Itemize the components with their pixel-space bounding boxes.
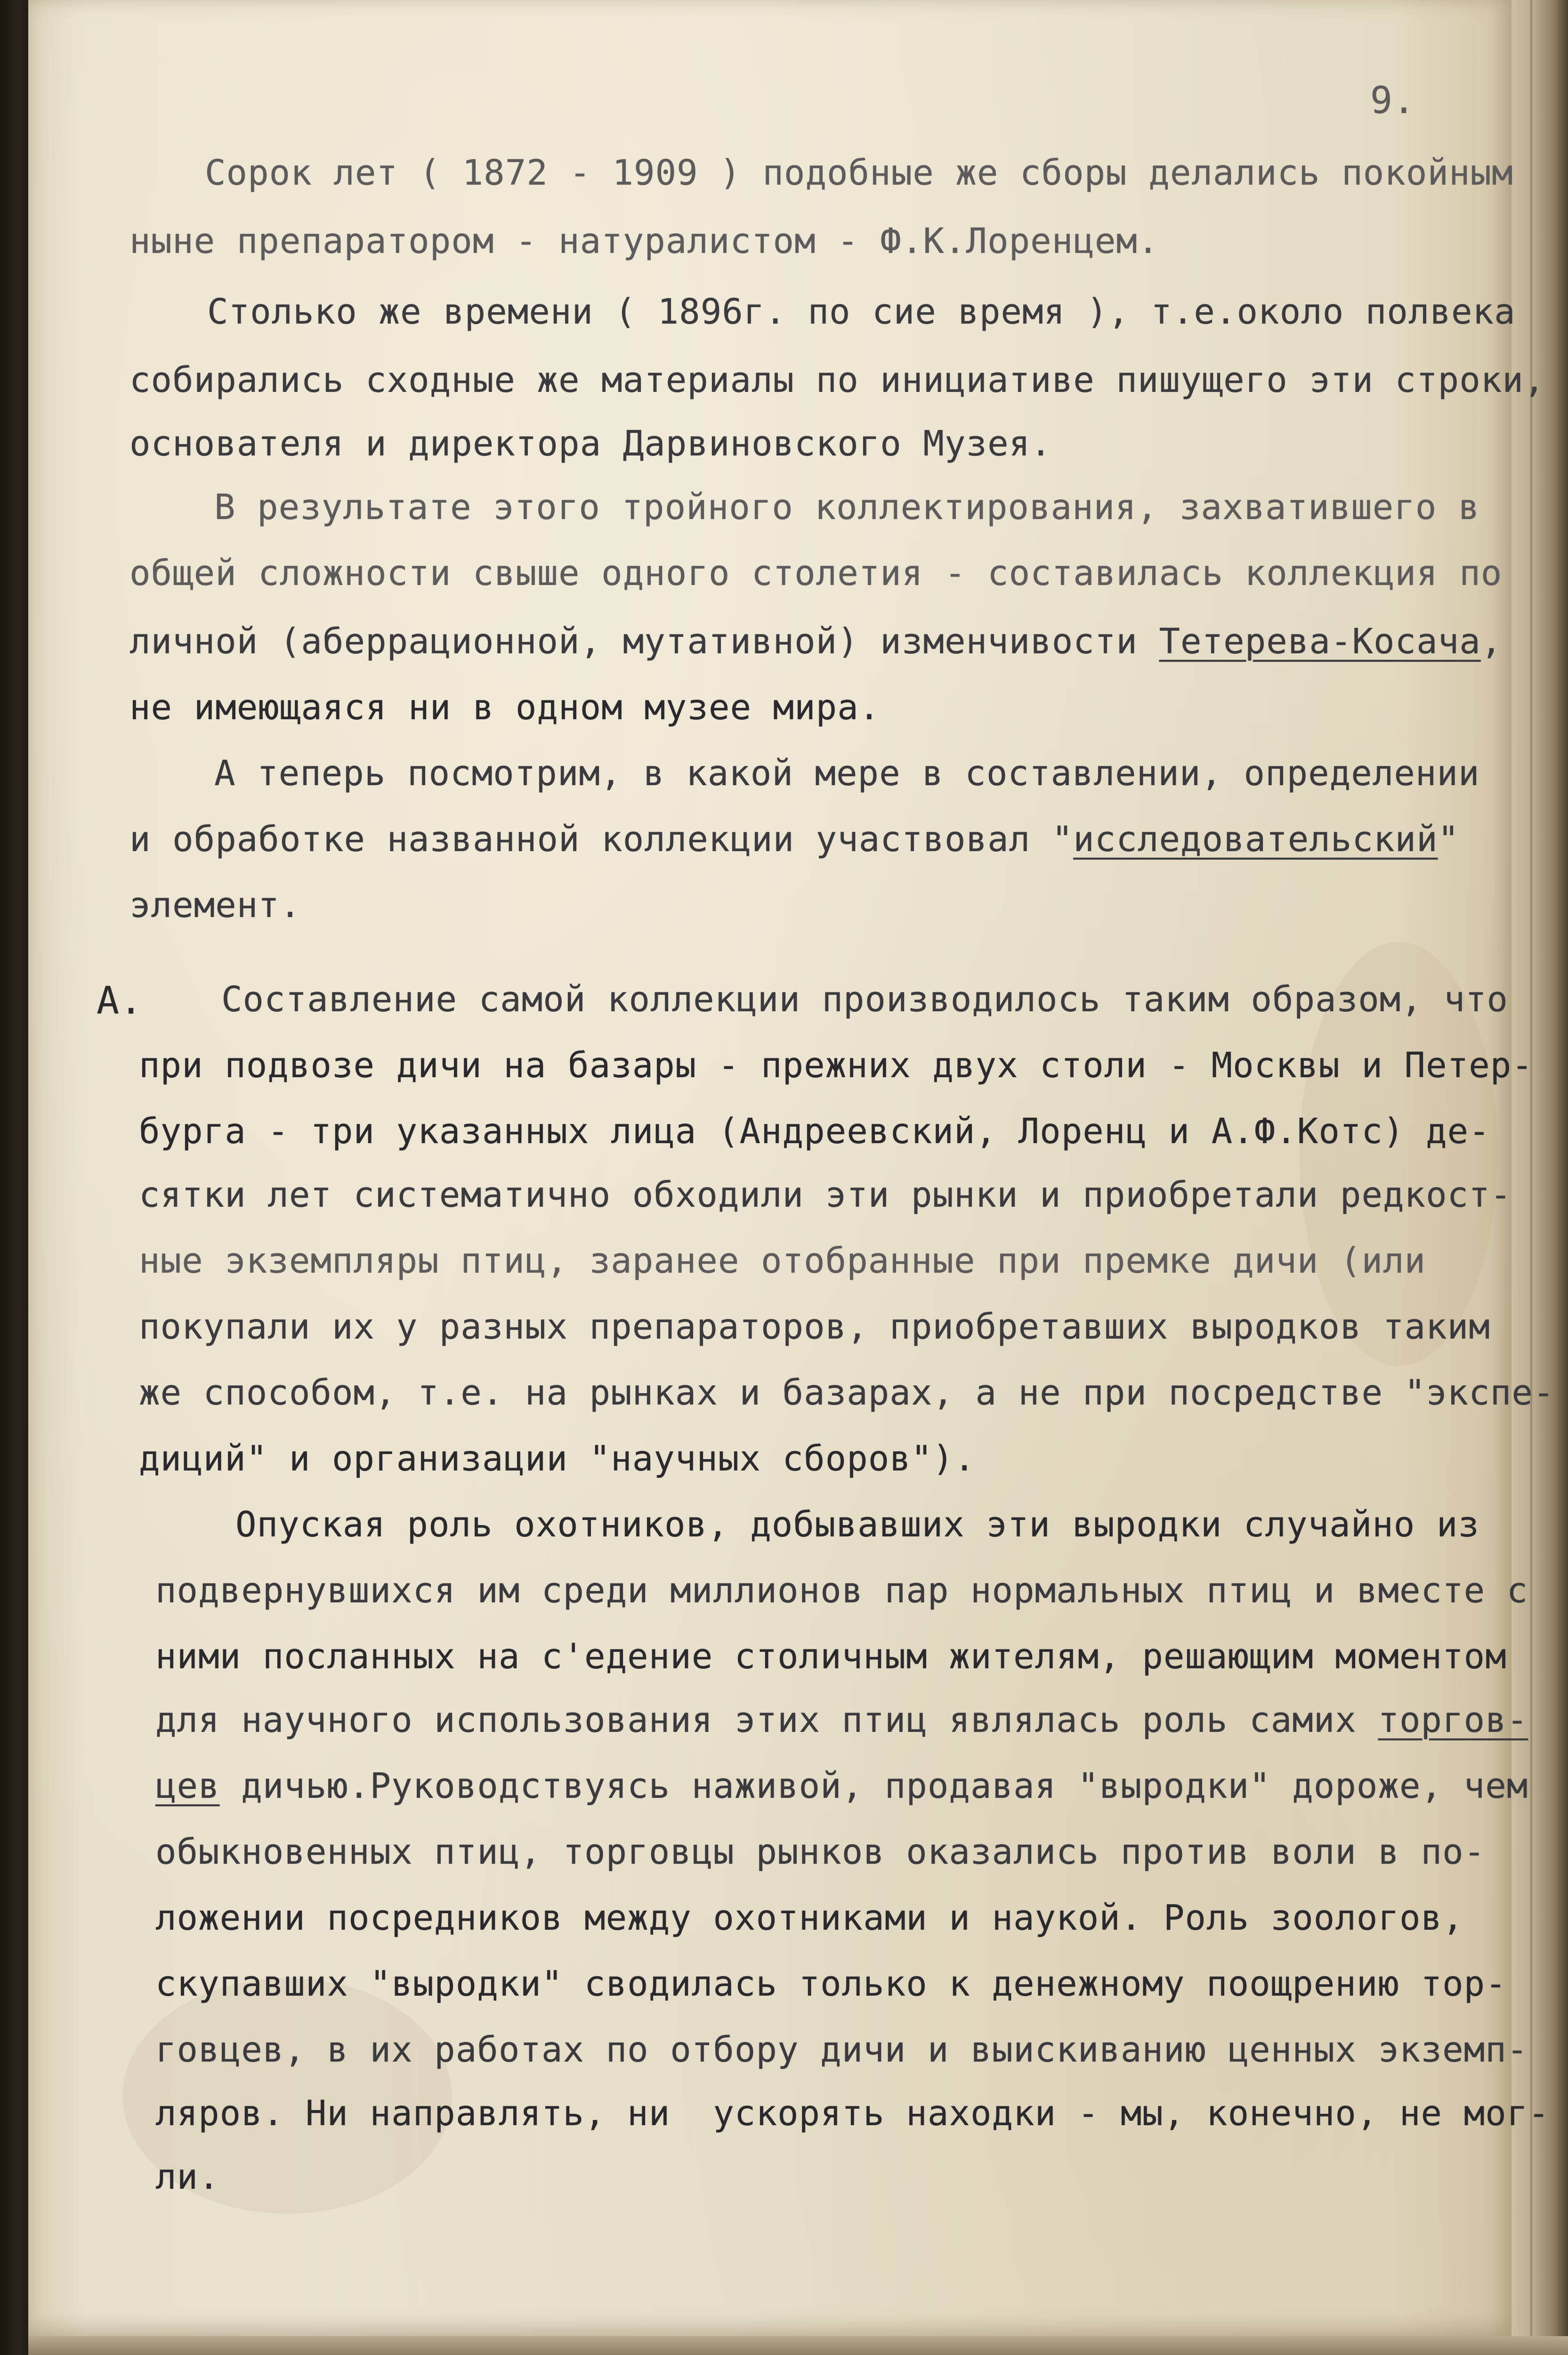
text-line-25 [155, 1766, 1528, 1806]
text-line-1: Сорок лет ( 1872 - 1909 ) подобные же сборы делались покойным [205, 153, 1513, 193]
underlined-term: торгов- [1378, 1700, 1528, 1740]
text-line-4: собирались сходные же материалы по инициативе пишущего эти строки, [129, 360, 1545, 400]
text-line-14: при подвозе дичи на базары - прежних двух столи - Москвы и Петер- [139, 1045, 1533, 1086]
text-line-9: не имеющаяся ни в одном музее мира. [129, 687, 881, 728]
text-line-8-end: , [1480, 621, 1503, 662]
text-line-11 [129, 819, 1460, 860]
text-line-13: Составление самой коллекции производилось таким образом, что [221, 979, 1509, 1020]
text-line-10: А теперь посмотрим, в какой мере в составлении, определении [214, 753, 1480, 794]
page-number: 9. [1370, 80, 1415, 122]
text-line-26: обыкновенных птиц, торговцы рынков оказались против воли в по- [155, 1832, 1486, 1872]
text-line-6: В результате этого тройного коллектирования, захватившего в [214, 487, 1480, 528]
text-line-18: покупали их у разных препараторов, приобретавших выродков таким [139, 1307, 1490, 1347]
text-line-2: ныне препаратором - натуралистом - Ф.К.Лоренцем. [129, 221, 1159, 261]
text-line-25-end: дичью.Руководствуясь наживой, продавая "выродки" дороже, чем [219, 1766, 1528, 1806]
underlined-term: Тетерева-Косача [1159, 621, 1481, 662]
text-line-30: ляров. Ни направлять, ни ускорять находки - мы, конечно, не мог- [155, 2093, 1550, 2134]
text-line-7: общей сложности свыше одного столетия - составилась коллекция по [129, 553, 1503, 593]
text-line-31: ли. [155, 2157, 220, 2197]
text-line-19: же способом, т.е. на рынках и базарах, а не при посредстве "экспе- [139, 1372, 1555, 1413]
text-line-8 [129, 621, 1503, 662]
underlined-term: цев [155, 1766, 220, 1806]
text-line-22: подвернувшихся им среди миллионов пар нормальных птиц и вместе с [155, 1570, 1528, 1611]
text-line-11-end: " [1438, 819, 1460, 860]
text-line-16: сятки лет систематично обходили эти рынки и приобретали редкост- [139, 1175, 1512, 1215]
text-line-12: элемент. [129, 885, 301, 926]
underlined-term: исследовательский [1073, 819, 1438, 860]
text-line-8-start: личной (аберрационной, мутативной) изменчивости [129, 621, 1159, 662]
text-line-20: диций" и организации "научных сборов"). [139, 1438, 976, 1479]
text-line-29: говцев, в их работах по отбору дичи и выискиванию ценных экземп- [155, 2030, 1528, 2070]
text-line-11-start: и обработке названной коллекции участвовал " [129, 819, 1074, 860]
text-line-21: Опуская роль охотников, добывавших эти выродки случайно из [235, 1504, 1480, 1545]
text-line-3: Столько же времени ( 1896г. по сие время ), т.е.около полвека [207, 292, 1516, 332]
typewritten-page [28, 0, 1555, 2336]
text-line-5: основателя и директора Дарвиновского Музея. [129, 423, 1052, 464]
text-line-17: ные экземпляры птиц, заранее отобранные при премке дичи (или [139, 1241, 1426, 1281]
text-line-28: скупавших "выродки" сводилась только к денежному поощрению тор- [155, 1964, 1507, 2004]
page-bottom-edge [28, 2336, 1568, 2355]
text-line-24-start: для научного использования этих птиц являлась роль самих [155, 1700, 1378, 1740]
text-line-15: бурга - три указанных лица (Андреевский, Лоренц и А.Ф.Котс) де- [139, 1111, 1490, 1152]
text-line-27: ложении посредников между охотниками и наукой. Роль зоологов, [155, 1898, 1464, 1938]
section-marker: А. [97, 979, 143, 1023]
text-line-24 [155, 1700, 1528, 1740]
page-edge-line [1530, 0, 1532, 2355]
text-line-23: ними посланных на с'едение столичным жителям, решающим моментом [155, 1636, 1507, 1677]
